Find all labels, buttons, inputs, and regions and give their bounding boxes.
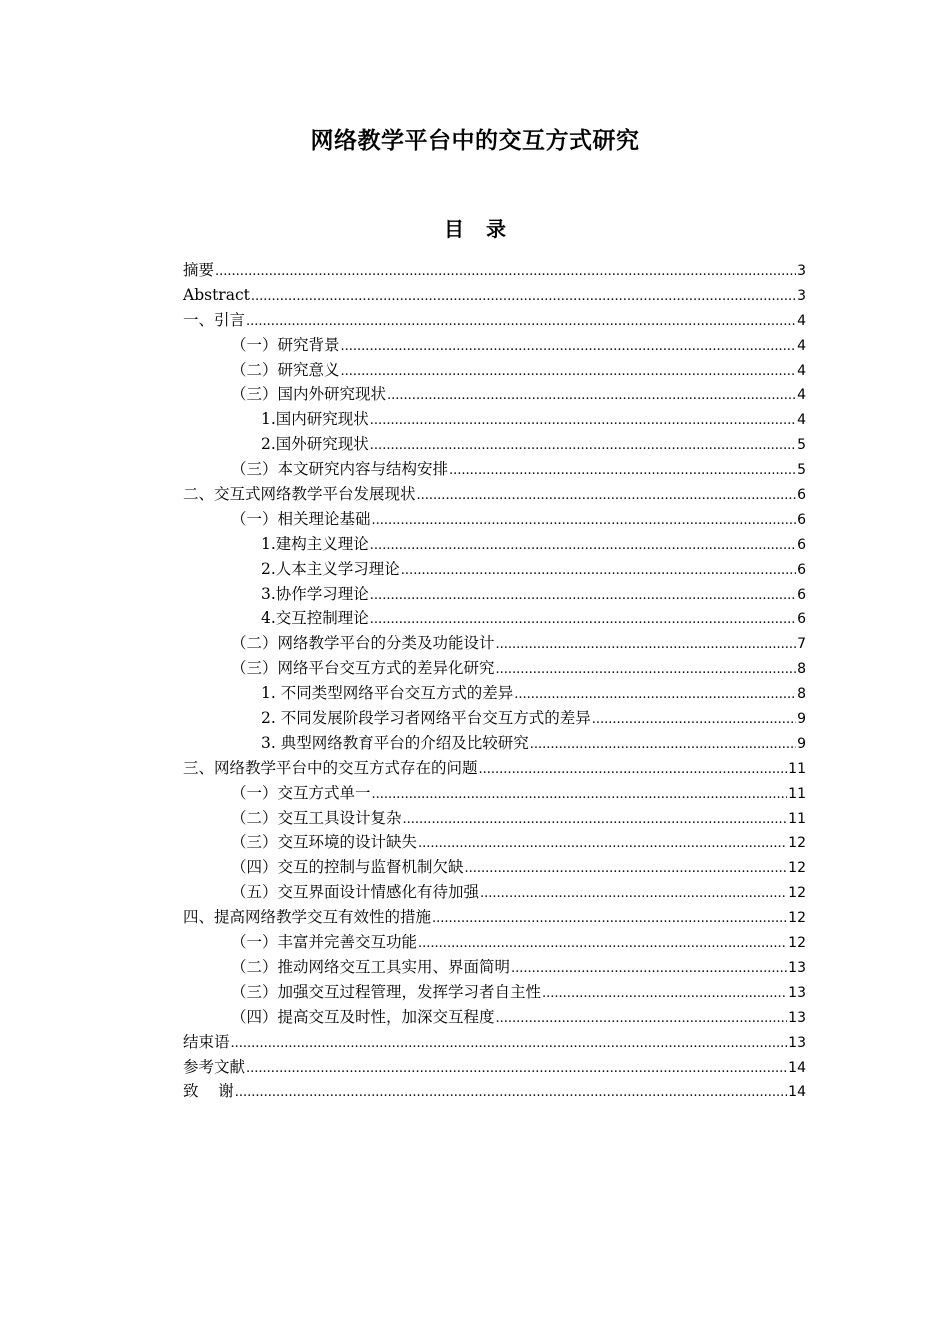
toc-heading-char-2: 录 [486, 217, 506, 241]
toc-dot-leader [370, 534, 796, 559]
toc-entry[interactable] [183, 482, 806, 507]
toc-entry[interactable] [183, 532, 806, 557]
toc-dot-leader [246, 1057, 787, 1082]
toc-entry[interactable] [183, 407, 806, 432]
toc-entry-label: 2. 不同发展阶段学习者网络平台交互方式的差异 [261, 709, 591, 728]
toc-entry[interactable] [183, 980, 806, 1005]
toc-dot-leader [542, 982, 787, 1007]
toc-entry-label: Abstract [183, 285, 250, 304]
toc-entry[interactable] [183, 582, 806, 607]
toc-dot-leader [449, 459, 796, 484]
toc-page-number: 12 [788, 910, 806, 927]
toc-dot-leader [465, 857, 788, 882]
toc-entry-label: （一）丰富并完善交互功能 [231, 933, 418, 952]
toc-entry-label: （三）加强交互过程管理，发挥学习者自主性 [231, 982, 542, 1001]
toc-dot-leader [432, 907, 787, 932]
toc-entry[interactable] [183, 930, 806, 955]
toc-dot-leader [387, 384, 796, 409]
toc-dot-leader [246, 310, 796, 335]
toc-entry-label: 一、引言 [183, 310, 246, 329]
toc-dot-leader [496, 633, 797, 658]
toc-entry-label: 1.国内研究现状 [261, 410, 369, 429]
toc-page-number: 13 [788, 984, 806, 1001]
toc-entry-label: 3.协作学习理论 [261, 584, 369, 603]
toc-dot-leader [401, 559, 796, 584]
toc-dot-leader [372, 509, 797, 534]
toc-entry-label: 1.建构主义理论 [261, 534, 369, 553]
toc-page-number: 5 [797, 462, 806, 479]
toc-entry[interactable] [183, 308, 806, 333]
toc-entry[interactable] [183, 631, 806, 656]
toc-page-number: 5 [797, 437, 806, 454]
toc-entry[interactable] [183, 1055, 806, 1080]
toc-heading-char-1: 目 [444, 217, 464, 241]
toc-page-number: 12 [788, 935, 806, 952]
toc-entry-label: （三）本文研究内容与结构安排 [231, 460, 449, 479]
toc-entry-label: 二、交互式网络教学平台发展现状 [183, 485, 416, 504]
toc-entry[interactable] [183, 432, 806, 457]
toc-entry-label: 2.国外研究现状 [261, 435, 369, 454]
toc-entry[interactable] [183, 681, 806, 706]
toc-entry[interactable] [183, 1079, 806, 1104]
toc-dot-leader [403, 808, 788, 833]
toc-entry-label: 结束语 [183, 1032, 230, 1051]
toc-page-number: 11 [788, 810, 806, 827]
toc-page-number: 3 [797, 263, 806, 279]
toc-dot-leader [530, 733, 796, 758]
toc-dot-leader [417, 484, 797, 509]
toc-entry-label: （三）交互环境的设计缺失 [231, 833, 418, 852]
toc-dot-leader [251, 285, 796, 310]
toc-dot-leader [592, 708, 796, 733]
toc-entry[interactable] [183, 955, 806, 980]
toc-entry[interactable] [183, 382, 806, 407]
toc-page-number: 6 [797, 511, 806, 528]
toc-page-number: 11 [788, 785, 806, 802]
toc-entry[interactable] [183, 756, 806, 781]
toc-dot-leader [370, 584, 796, 609]
toc-page-number: 4 [797, 337, 806, 354]
toc-page-number: 4 [797, 312, 806, 329]
toc-page-number: 4 [797, 412, 806, 429]
toc-entry-label: （一）交互方式单一 [231, 783, 371, 802]
toc-page-number: 12 [788, 860, 806, 877]
toc-entry-label: （三）国内外研究现状 [231, 385, 387, 404]
toc-page-number: 12 [788, 835, 806, 852]
toc-entry-label: （四）提高交互及时性，加深交互程度 [231, 1007, 495, 1026]
toc-dot-leader [372, 783, 788, 808]
toc-entry[interactable] [183, 283, 806, 308]
toc-entry-label: （二）网络教学平台的分类及功能设计 [231, 634, 495, 653]
toc-entry[interactable] [183, 606, 806, 631]
toc-entry-label: （二）研究意义 [231, 360, 340, 379]
toc-entry-label: 摘要 [183, 261, 215, 279]
toc-entry[interactable] [183, 781, 806, 806]
toc-page-number: 4 [797, 362, 806, 379]
toc-entry-label: （二）交互工具设计复杂 [231, 808, 402, 827]
toc-entry[interactable] [183, 731, 806, 756]
toc-entry[interactable] [183, 507, 806, 532]
toc-entry-label: 2.人本主义学习理论 [261, 559, 400, 578]
toc-dot-leader [511, 957, 787, 982]
toc-entry-label: 4.交互控制理论 [261, 609, 369, 628]
toc-page-number: 11 [788, 760, 806, 777]
toc-entry[interactable] [183, 656, 806, 681]
toc-dot-leader [341, 360, 797, 385]
toc-entry[interactable] [183, 258, 806, 283]
toc-page-number: 13 [788, 1009, 806, 1026]
toc-page-number: 13 [788, 959, 806, 976]
toc-page-number: 7 [797, 636, 806, 653]
toc-page-number: 9 [797, 711, 806, 728]
toc-entry-label: 四、提高网络教学交互有效性的措施 [183, 908, 432, 927]
document-title: 网络教学平台中的交互方式研究 [310, 128, 640, 154]
toc-dot-leader [418, 932, 787, 957]
toc-entry[interactable] [183, 855, 806, 880]
toc-entry-label: 3. 典型网络教育平台的介绍及比较研究 [261, 733, 529, 752]
toc-entry-label: 1. 不同类型网络平台交互方式的差异 [261, 684, 514, 703]
toc-dot-leader [370, 409, 796, 434]
toc-entry[interactable] [183, 358, 806, 383]
toc-page-number: 4 [797, 387, 806, 404]
toc-page-number: 9 [797, 735, 806, 752]
toc-dot-leader [370, 434, 796, 459]
toc-dot-leader [341, 335, 797, 360]
toc-page-number: 8 [797, 686, 806, 703]
toc-dot-leader [418, 832, 787, 857]
toc-entry-label: 致 谢 [183, 1082, 234, 1101]
toc-dot-leader [496, 658, 797, 683]
table-of-contents [183, 258, 806, 1104]
toc-entry-label: （一）研究背景 [231, 335, 340, 354]
toc-dot-leader [479, 758, 788, 783]
toc-page-number: 14 [788, 1084, 806, 1101]
toc-entry[interactable] [183, 333, 806, 358]
toc-entry[interactable] [183, 706, 806, 731]
toc-page-number: 14 [788, 1059, 806, 1076]
toc-page-number: 6 [797, 586, 806, 603]
toc-entry[interactable] [183, 557, 806, 582]
toc-entry-label: （二）推动网络交互工具实用、界面简明 [231, 957, 511, 976]
toc-entry-label: 三、网络教学平台中的交互方式存在的问题 [183, 758, 478, 777]
toc-page-number: 6 [797, 487, 806, 504]
toc-page-number: 6 [797, 536, 806, 553]
toc-dot-leader [231, 1032, 788, 1057]
toc-entry-label: 参考文献 [183, 1057, 246, 1076]
toc-entry[interactable] [183, 1030, 806, 1055]
toc-page-number: 13 [788, 1034, 806, 1051]
toc-entry[interactable] [183, 830, 806, 855]
toc-entry[interactable] [183, 905, 806, 930]
toc-heading [0, 212, 950, 246]
toc-page-number: 6 [797, 611, 806, 628]
toc-page-number: 12 [788, 885, 806, 902]
toc-dot-leader [370, 608, 796, 633]
toc-entry-label: （一）相关理论基础 [231, 509, 371, 528]
toc-dot-leader [496, 1007, 788, 1032]
toc-entry[interactable] [183, 880, 806, 905]
toc-page-number: 6 [797, 561, 806, 578]
toc-entry[interactable] [183, 457, 806, 482]
toc-page-number: 8 [797, 661, 806, 678]
toc-dot-leader [480, 882, 787, 907]
toc-entry[interactable] [183, 1005, 806, 1030]
toc-entry-label: （四）交互的控制与监督机制欠缺 [231, 858, 464, 877]
toc-page-number: 3 [797, 287, 806, 304]
toc-dot-leader [235, 1081, 787, 1106]
toc-entry[interactable] [183, 806, 806, 831]
toc-dot-leader [514, 683, 796, 708]
toc-dot-leader [215, 260, 796, 285]
toc-entry-label: （五）交互界面设计情感化有待加强 [231, 883, 480, 902]
toc-entry-label: （三）网络平台交互方式的差异化研究 [231, 659, 495, 678]
